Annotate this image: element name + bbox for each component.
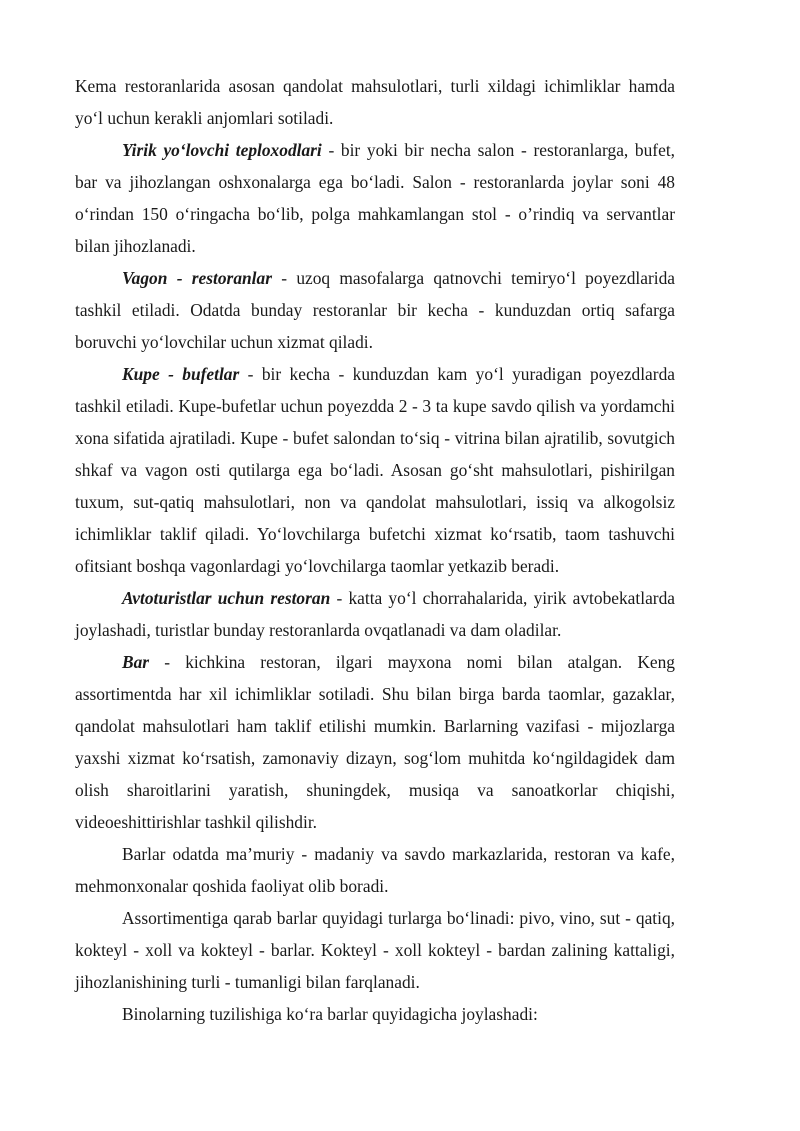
paragraph-text: - bir yoki bir necha salon - restoranlarga, bufet, bar va jihozlangan oshxonalarga ega bo‘ladi. Salon - restoranlarda joylar soni 48 o‘rindan 150 o‘ringacha bo‘lib, polga mahkamlangan stol - o’rindiq va servantlar bilan jihozlanadi.: [75, 140, 675, 256]
document-page: [75, 70, 675, 1030]
paragraph-text: - kichkina restoran, ilgari mayxona nomi bilan atalgan. Keng assortimentda har xil ichimliklar sotiladi. Shu bilan birga barda taomlar, gazaklar, qandolat mahsulotlari ham taklif etilishi mumkin. Barlarning vazifasi - mijozlarga yaxshi xizmat ko‘rsatish, zamonaviy dizayn, sog‘lom muhitda ko‘ngildagidek dam olish sharoitlarini yaratish, shuningdek, musiqa va sanoatkorlar chiqishi, videoeshittirishlar tashkil qilishdir.: [75, 652, 675, 832]
paragraph-passenger-ships: [75, 134, 675, 262]
term-heading: Vagon - restoranlar: [122, 268, 272, 288]
paragraph-text: Assortimentiga qarab barlar quyidagi turlarga bo‘linadi: pivo, vino, sut - qatiq, kokteyl - xoll va kokteyl - barlar. Kokteyl - xoll kokteyl - bardan zalining kattaligi, jihozlanishining turli - tumanligi bilan farqlanadi.: [75, 908, 675, 992]
paragraph-wagon-restaurants: [75, 262, 675, 358]
paragraph-text: Barlar odatda ma’muriy - madaniy va savdo markazlarida, restoran va kafe, mehmonxonalar qoshida faoliyat olib boradi.: [75, 844, 675, 896]
term-heading: Kupe - bufetlar: [122, 364, 240, 384]
paragraph-text: - bir kecha - kunduzdan kam yo‘l yuradigan poyezdlarda tashkil etiladi. Kupe-bufetlar uchun poyezdda 2 - 3 ta kupe savdo qilish va yordamchi xona sifatida ajratiladi. Kupe - bufet salondan to‘siq - vitrina bilan ajratilib, sovutgich shkaf va vagon osti qutilarga ega bo‘ladi. Asosan go‘sht mahsulotlari, pishirilgan tuxum, sut-qatiq mahsulotlari, non va qandolat mahsulotlari, issiq va alkogolsiz ichimliklar taklif qiladi. Yo‘lovchilarga bufetchi xizmat ko‘rsatib, taom tashuvchi ofitsiant boshqa vagonlardagi yo‘lovchilarga taomlar yetkazib beradi.: [75, 364, 675, 576]
paragraph-text: - katta yo‘l chorrahalarida, yirik avtobekatlarda joylashadi, turistlar bunday restoranlarda ovqatlanadi va dam oladilar.: [75, 588, 675, 640]
term-heading: Avtoturistlar uchun restoran: [122, 588, 331, 608]
paragraph-compartment-buffets: [75, 358, 675, 582]
paragraph-bar-types: [75, 902, 675, 998]
paragraph-bar-locations: [75, 838, 675, 902]
paragraph-bar: [75, 646, 675, 838]
paragraph-building-layout: [75, 998, 675, 1030]
paragraph-text: - uzoq masofalarga qatnovchi temiryo‘l poyezdlarida tashkil etiladi. Odatda bunday restoranlar bir kecha - kunduzdan ortiq safarga boruvchi yo‘lovchilar uchun xizmat qiladi.: [75, 268, 675, 352]
paragraph-ship-restaurants: [75, 70, 675, 134]
term-heading: Yirik yo‘lovchi teploxodlari: [122, 140, 322, 160]
term-heading: Bar: [122, 652, 150, 672]
paragraph-autotourist-restaurant: [75, 582, 675, 646]
paragraph-text: Binolarning tuzilishiga ko‘ra barlar quyidagicha joylashadi:: [122, 1004, 538, 1024]
paragraph-text: Kema restoranlarida asosan qandolat mahsulotlari, turli xildagi ichimliklar hamda yo‘l uchun kerakli anjomlari sotiladi.: [75, 76, 675, 128]
